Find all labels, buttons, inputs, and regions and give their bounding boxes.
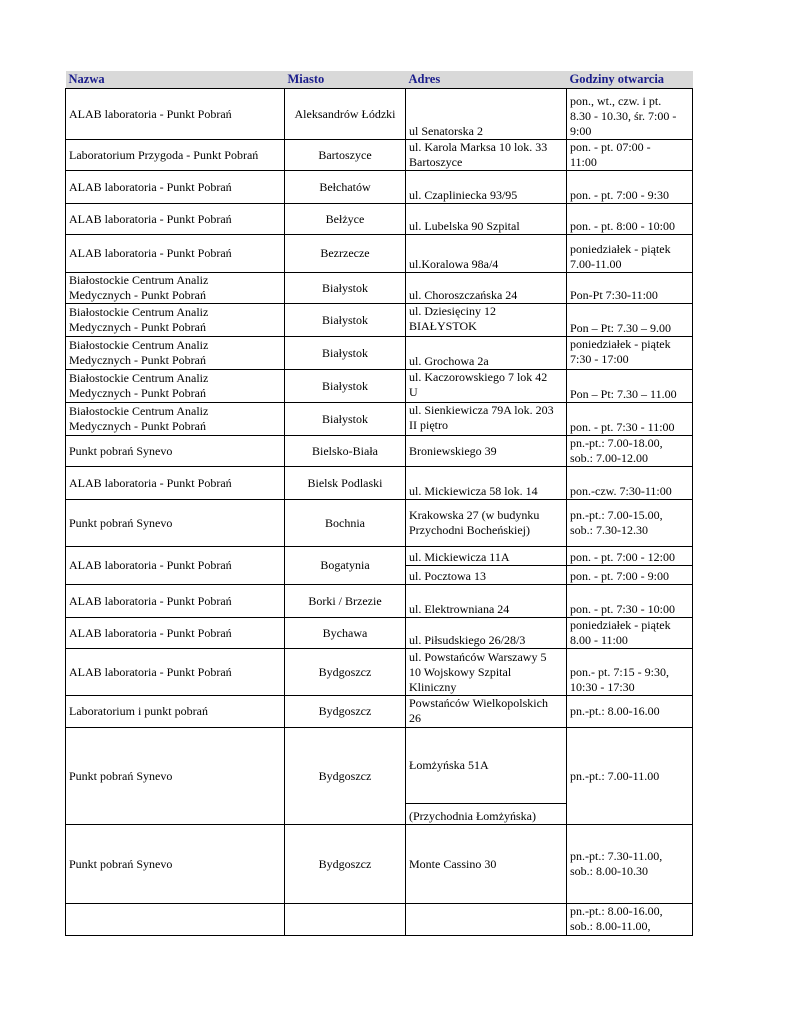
cell-godziny: pon. - pt. 7:30 - 11:00 — [567, 403, 693, 436]
cell-nazwa: Białostockie Centrum Analiz Medycznych - Punkt Pobrań — [66, 337, 285, 370]
cell-godziny: poniedziałek - piątek 7.00-11.00 — [567, 235, 693, 273]
table-row — [66, 204, 693, 235]
cell-adres — [406, 904, 567, 936]
cell-godziny: pon. - pt. 7:00 - 9:00 — [567, 566, 693, 585]
table-row — [66, 89, 693, 140]
cell-godziny: pn.-pt.: 7.00-18.00, sob.: 7.00-12.00 — [567, 436, 693, 467]
cell-godziny: pon. - pt. 07:00 - 11:00 — [567, 140, 693, 171]
table-row — [66, 171, 693, 204]
cell-adres: Broniewskiego 39 — [406, 436, 567, 467]
cell-nazwa: ALAB laboratoria - Punkt Pobrań — [66, 467, 285, 500]
cell-adres: ul. Sienkiewicza 79A lok. 203 II piętro — [406, 403, 567, 436]
cell-nazwa — [66, 904, 285, 936]
cell-adres: ul. Dziesięciny 12 BIAŁYSTOK — [406, 304, 567, 337]
cell-miasto: Bartoszyce — [285, 140, 406, 171]
cell-miasto: Bezrzecze — [285, 235, 406, 273]
cell-godziny: pn.-pt.: 7.30-11.00, sob.: 8.00-10.30 — [567, 825, 693, 904]
cell-nazwa: Punkt pobrań Synevo — [66, 825, 285, 904]
table-row — [66, 728, 693, 804]
cell-nazwa: Punkt pobrań Synevo — [66, 728, 285, 825]
cell-miasto: Bydgoszcz — [285, 649, 406, 696]
cell-godziny: pn.-pt.: 8.00-16.00, sob.: 8.00-11.00, — [567, 904, 693, 936]
header-adres: Adres — [406, 71, 567, 89]
table-row — [66, 436, 693, 467]
cell-nazwa: ALAB laboratoria - Punkt Pobrań — [66, 171, 285, 204]
cell-adres: ul. Piłsudskiego 26/28/3 — [406, 618, 567, 649]
table-row — [66, 140, 693, 171]
cell-godziny: pn.-pt.: 7.00-11.00 — [567, 728, 693, 825]
cell-nazwa: Punkt pobrań Synevo — [66, 436, 285, 467]
table-row — [66, 337, 693, 370]
header-godziny: Godziny otwarcia — [567, 71, 693, 89]
cell-nazwa: Białostockie Centrum Analiz Medycznych - Punkt Pobrań — [66, 370, 285, 403]
cell-godziny: Pon – Pt: 7.30 – 9.00 — [567, 304, 693, 337]
cell-nazwa: ALAB laboratoria - Punkt Pobrań — [66, 618, 285, 649]
cell-adres: ul. Czapliniecka 93/95 — [406, 171, 567, 204]
cell-nazwa: ALAB laboratoria - Punkt Pobrań — [66, 235, 285, 273]
cell-miasto: Bełżyce — [285, 204, 406, 235]
cell-godziny: pon. - pt. 7:00 - 9:30 — [567, 171, 693, 204]
cell-godziny: pn.-pt.: 8.00-16.00 — [567, 696, 693, 728]
cell-nazwa: Białostockie Centrum Analiz Medycznych - Punkt Pobrań — [66, 304, 285, 337]
table-row — [66, 304, 693, 337]
cell-nazwa: Laboratorium Przygoda - Punkt Pobrań — [66, 140, 285, 171]
table-row — [66, 696, 693, 728]
cell-nazwa: Laboratorium i punkt pobrań — [66, 696, 285, 728]
cell-nazwa: ALAB laboratoria - Punkt Pobrań — [66, 89, 285, 140]
cell-adres: Krakowska 27 (w budynku Przychodni Bocheńskiej) — [406, 500, 567, 547]
cell-miasto: Bielsk Podlaski — [285, 467, 406, 500]
header-miasto: Miasto — [285, 71, 406, 89]
cell-adres: (Przychodnia Łomżyńska) — [406, 804, 567, 825]
cell-miasto: Białystok — [285, 273, 406, 304]
cell-adres: ul. Choroszczańska 24 — [406, 273, 567, 304]
cell-adres: ul. Mickiewicza 11A — [406, 547, 567, 566]
cell-adres: ul. Karola Marksa 10 lok. 33 Bartoszyce — [406, 140, 567, 171]
cell-godziny: pon.- pt. 7:15 - 9:30, 10:30 - 17:30 — [567, 649, 693, 696]
table-header-row — [66, 71, 693, 89]
cell-miasto: Bydgoszcz — [285, 696, 406, 728]
cell-miasto: Bochnia — [285, 500, 406, 547]
cell-miasto: Białystok — [285, 304, 406, 337]
cell-miasto: Bychawa — [285, 618, 406, 649]
cell-miasto: Borki / Brzezie — [285, 585, 406, 618]
cell-godziny: pon. - pt. 7:00 - 12:00 — [567, 547, 693, 566]
cell-miasto: Aleksandrów Łódzki — [285, 89, 406, 140]
cell-godziny: pon. - pt. 7:30 - 10:00 — [567, 585, 693, 618]
clinics-table — [65, 71, 693, 936]
cell-godziny: Pon-Pt 7:30-11:00 — [567, 273, 693, 304]
cell-adres: ul. Grochowa 2a — [406, 337, 567, 370]
cell-adres: Łomżyńska 51A — [406, 728, 567, 804]
cell-godziny: pon. - pt. 8:00 - 10:00 — [567, 204, 693, 235]
cell-adres: ul. Powstańców Warszawy 5 10 Wojskowy Szpital Kliniczny — [406, 649, 567, 696]
cell-nazwa: Białostockie Centrum Analiz Medycznych - Punkt Pobrań — [66, 403, 285, 436]
cell-nazwa: Punkt pobrań Synevo — [66, 500, 285, 547]
cell-adres: ul. Pocztowa 13 — [406, 566, 567, 585]
cell-miasto: Bydgoszcz — [285, 728, 406, 825]
cell-godziny: pon.-czw. 7:30-11:00 — [567, 467, 693, 500]
table-row — [66, 467, 693, 500]
cell-godziny: poniedziałek - piątek 7:30 - 17:00 — [567, 337, 693, 370]
table-row — [66, 547, 693, 566]
cell-nazwa: ALAB laboratoria - Punkt Pobrań — [66, 204, 285, 235]
cell-miasto: Bogatynia — [285, 547, 406, 585]
cell-miasto: Bydgoszcz — [285, 825, 406, 904]
cell-godziny: Pon – Pt: 7.30 – 11.00 — [567, 370, 693, 403]
cell-miasto: Białystok — [285, 403, 406, 436]
table-row — [66, 403, 693, 436]
cell-miasto: Bełchatów — [285, 171, 406, 204]
table-row — [66, 370, 693, 403]
table-row — [66, 649, 693, 696]
table-row — [66, 618, 693, 649]
table-row — [66, 585, 693, 618]
table-row — [66, 825, 693, 904]
cell-godziny: pon., wt., czw. i pt. 8.30 - 10.30, śr. 7:00 - 9:00 — [567, 89, 693, 140]
cell-adres: ul. Lubelska 90 Szpital — [406, 204, 567, 235]
cell-adres: ul. Kaczorowskiego 7 lok 42 U — [406, 370, 567, 403]
cell-nazwa: ALAB laboratoria - Punkt Pobrań — [66, 547, 285, 585]
cell-adres: ul. Elektrowniana 24 — [406, 585, 567, 618]
cell-nazwa: ALAB laboratoria - Punkt Pobrań — [66, 649, 285, 696]
cell-adres: Powstańców Wielkopolskich 26 — [406, 696, 567, 728]
cell-godziny: pn.-pt.: 7.00-15.00, sob.: 7.30-12.30 — [567, 500, 693, 547]
header-nazwa: Nazwa — [66, 71, 285, 89]
table-row — [66, 235, 693, 273]
table-row — [66, 273, 693, 304]
cell-godziny: poniedziałek - piątek 8.00 - 11:00 — [567, 618, 693, 649]
cell-adres: ul.Koralowa 98a/4 — [406, 235, 567, 273]
table-row — [66, 500, 693, 547]
cell-nazwa: ALAB laboratoria - Punkt Pobrań — [66, 585, 285, 618]
table-row — [66, 904, 693, 936]
cell-adres: ul Senatorska 2 — [406, 89, 567, 140]
cell-adres: Monte Cassino 30 — [406, 825, 567, 904]
cell-adres: ul. Mickiewicza 58 lok. 14 — [406, 467, 567, 500]
cell-miasto: Białystok — [285, 337, 406, 370]
cell-miasto — [285, 904, 406, 936]
cell-miasto: Bielsko-Biała — [285, 436, 406, 467]
cell-miasto: Białystok — [285, 370, 406, 403]
cell-nazwa: Białostockie Centrum Analiz Medycznych - Punkt Pobrań — [66, 273, 285, 304]
